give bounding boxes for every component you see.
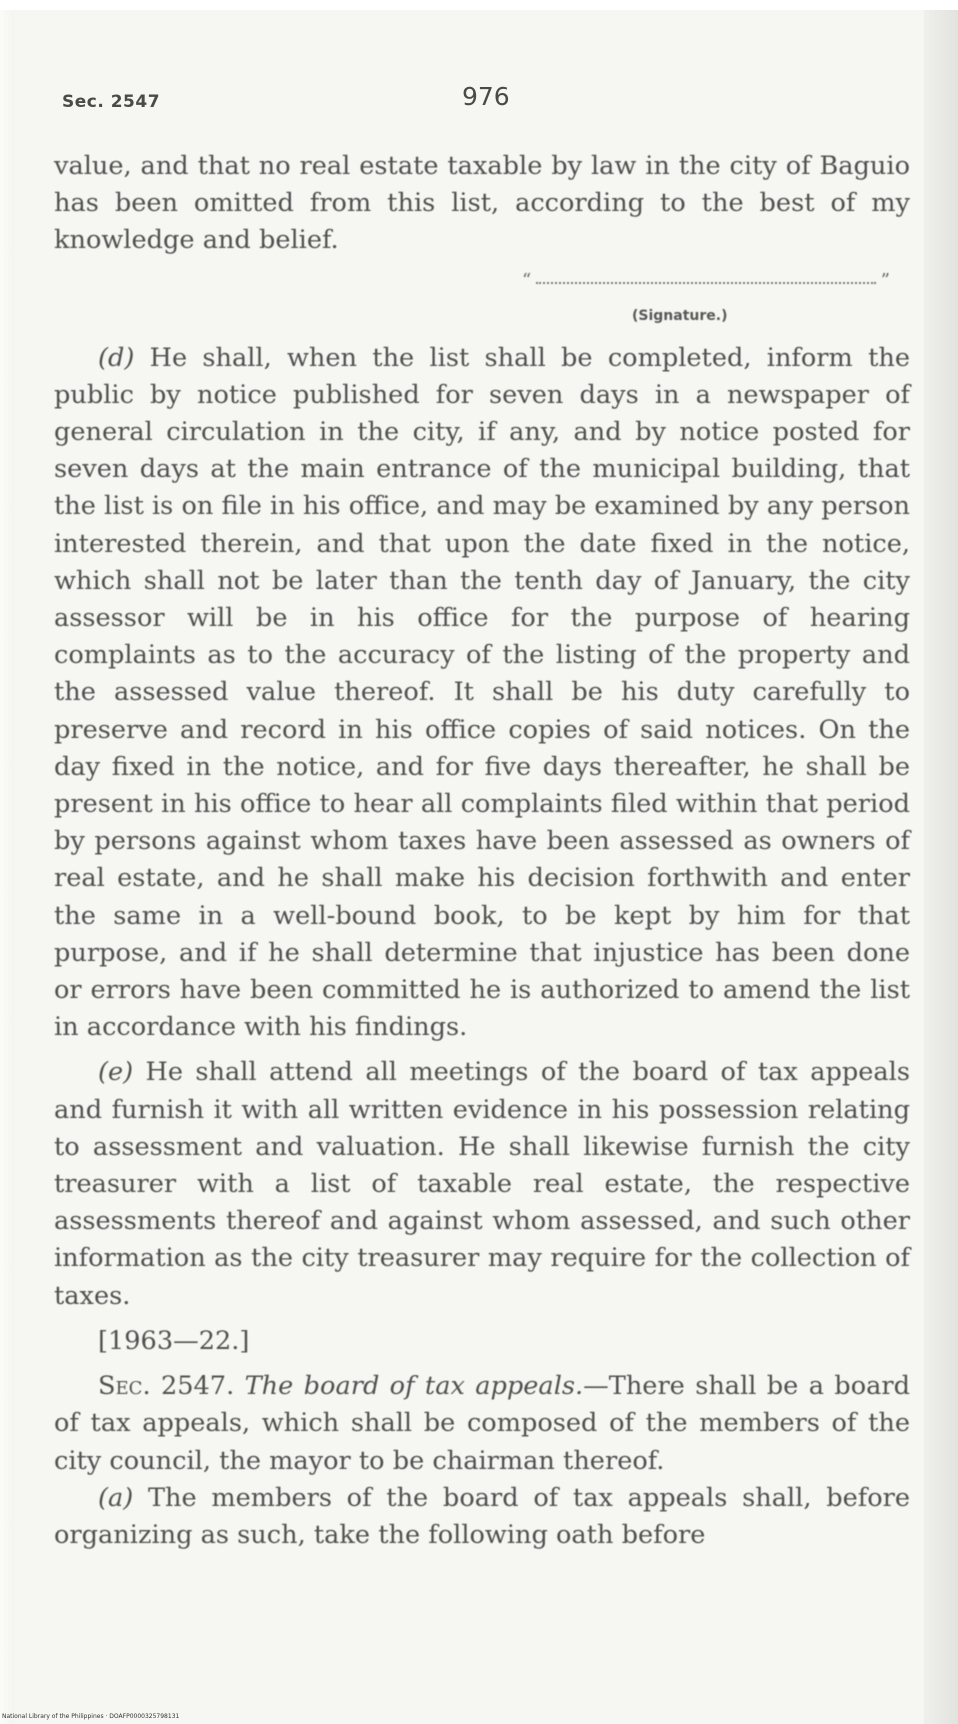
- signature-caption: (Signature.): [632, 307, 728, 324]
- section-2547-title: The board of tax appeals.: [244, 1371, 584, 1402]
- signature-close-quote: ”: [880, 269, 890, 291]
- section-2547-label: Sec. 2547.: [98, 1371, 235, 1402]
- page-gutter-shading: [924, 10, 958, 1724]
- signature-dotted-line: [536, 282, 876, 284]
- section-2547-text: —There shall be a board of tax appeals, which shall be composed of the members of the city council, the mayor to be chairman thereof.: [54, 1371, 910, 1476]
- paragraph-a: [54, 1480, 910, 1554]
- signature-block: [54, 260, 910, 340]
- paragraph-e-marker: (e): [98, 1057, 134, 1088]
- paragraph-gap: [54, 1360, 910, 1368]
- page-number: 976: [462, 82, 510, 111]
- paragraph-gap: [54, 1315, 910, 1323]
- paragraph-a-text: The members of the board of tax appeals shall, before organizing as such, take the following oath before: [54, 1482, 910, 1550]
- document-page: [0, 10, 958, 1724]
- page-body: [54, 148, 910, 1554]
- paragraph-gap: [54, 1046, 910, 1054]
- signature-line: [522, 268, 890, 291]
- paragraph-d-text: He shall, when the list shall be completed, inform the public by notice published for seven days in a newspaper of general circulation in the city, if any, and by notice posted for seven days at the main entrance of the municipal building, that the list is on file in his office, and may be examined by any person interested therein, and that upon the date fixed in the notice, which shall not be later than the tenth day of January, the city assessor will be in his office for the purpose of hearing complaints as to the accuracy of the listing of the property and the assessed value thereof. It shall be his duty carefully to preserve and record in his office copies of said notices. On the day fixed in the notice, and for five days thereafter, he shall be present in his office to hear all complaints filed within that period by persons against whom taxes have been assessed as owners of real estate, and he shall make his decision forthwith and enter the same in a well-bound book, to be kept by him for that purpose, and if he shall determine that injustice has been done or errors have been committed he is authorized to amend the list in accordance with his findings.: [54, 342, 910, 1043]
- section-2547-heading: [54, 1368, 910, 1480]
- paragraph-d-marker: (d): [98, 342, 135, 373]
- page-header: [62, 82, 898, 118]
- paragraph-d: [54, 340, 910, 1047]
- paragraph-continuation: value, and that no real estate taxable by law in the city of Baguio has been omitted from this list, according to the best of my knowledge and belief.: [54, 151, 910, 256]
- citation: [1963—22.]: [98, 1325, 250, 1356]
- signature-open-quote: “: [522, 269, 532, 291]
- running-head-section: Sec. 2547: [62, 92, 161, 112]
- paragraph-e: [54, 1054, 910, 1314]
- paragraph-a-marker: (a): [98, 1482, 134, 1513]
- page-left-margin-shading: [0, 10, 14, 1724]
- paragraph-e-text: He shall attend all meetings of the board of tax appeals and furnish it with all written evidence in his possession relating to assessment and valuation. He shall likewise furnish the city treasurer with a list of taxable real estate, the respective assessments thereof and against whom assessed, and such other information as the city treasurer may require for the collection of taxes.: [54, 1057, 910, 1311]
- scan-footer-credit: National Library of the Philippines · DOAFP0000325798131: [2, 1713, 180, 1720]
